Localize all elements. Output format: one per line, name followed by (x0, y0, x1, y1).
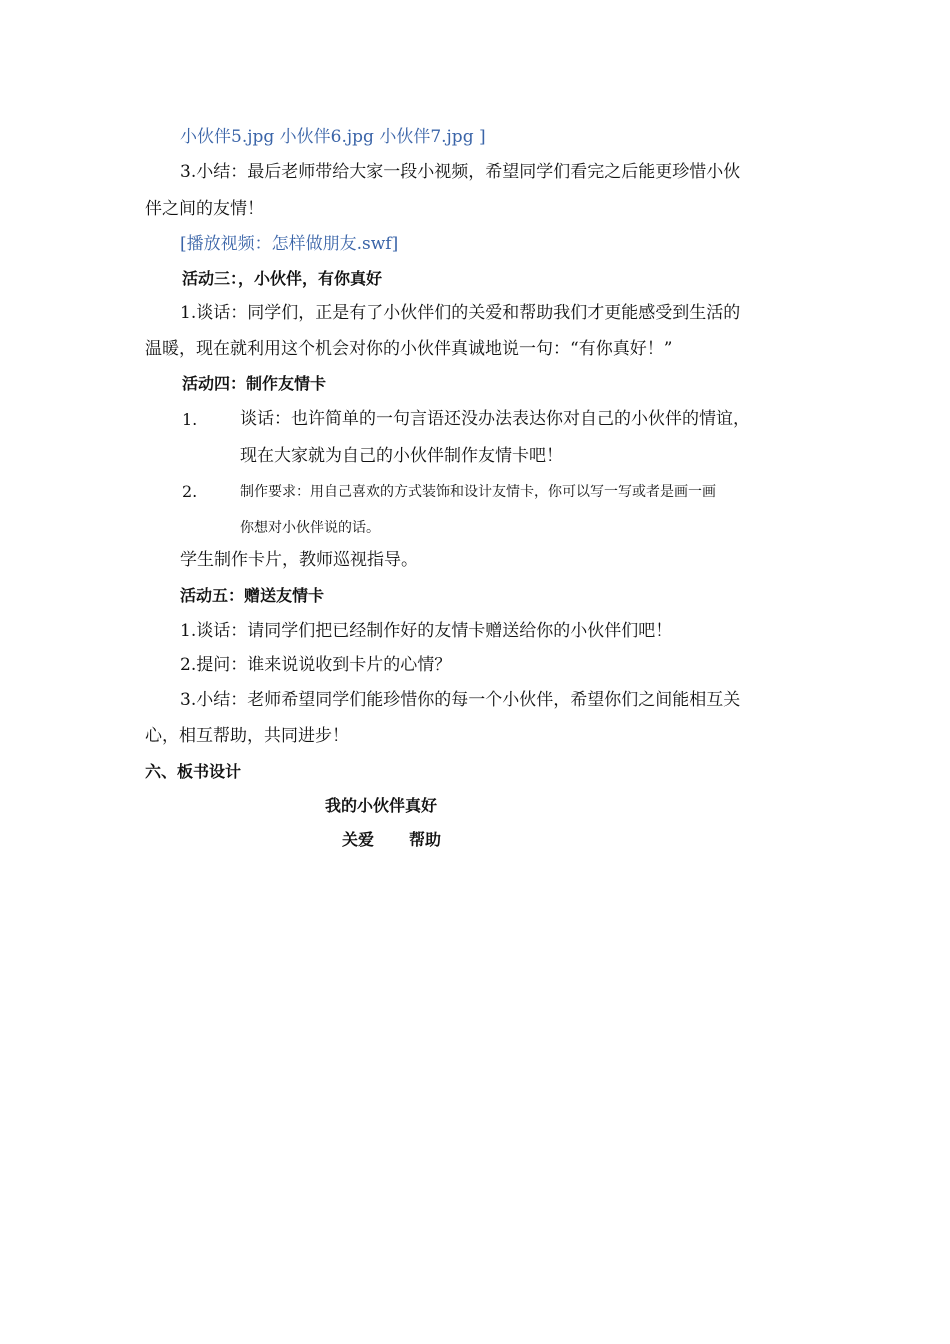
item-2-line-1: 制作要求：用自己喜欢的方式装饰和设计友情卡，你可以写一写或者是画一画 (240, 484, 716, 500)
talk-1-line-2: 温暖，现在就利用这个机会对你的小伙伴真诚地说一句：“有你真好！” (145, 339, 673, 359)
activity-4-heading: 活动四：制作友情卡 (182, 374, 327, 393)
student-activity-line: 学生制作卡片，教师巡视指导。 (180, 550, 418, 570)
list-number-2: 2. (182, 482, 198, 501)
summary-5-3-line-2: 心，相互帮助，共同进步！ (145, 726, 349, 746)
talk-1-line-1: 1.谈话：同学们，正是有了小伙伴们的关爱和帮助我们才更能感受到生活的 (180, 303, 741, 323)
list-number-1: 1. (182, 410, 198, 429)
summary-5-3-line-1: 3.小结：老师希望同学们能珍惜你的每一个小伙伴，希望你们之间能相互关 (180, 690, 741, 710)
item-2-line-2: 你想对小伙伴说的话。 (240, 520, 380, 536)
board-title: 我的小伙伴真好 (325, 796, 438, 815)
section-6-heading: 六、板书设计 (145, 762, 242, 781)
board-word-care: 关爱 (342, 830, 375, 849)
image-files-line: 小伙伴5.jpg 小伙伴6.jpg 小伙伴7.jpg ] (180, 127, 486, 147)
board-word-help: 帮助 (409, 830, 442, 849)
item-1-line-2: 现在大家就为自己的小伙伴制作友情卡吧！ (240, 446, 563, 466)
activity-3-heading: 活动三：，小伙伴，有你真好 (182, 269, 383, 288)
summary-3-line-2: 伴之间的友情！ (145, 199, 264, 219)
talk-5-1-line: 1.谈话：请同学们把已经制作好的友情卡赠送给你的小伙伴们吧！ (180, 621, 673, 641)
activity-5-heading: 活动五：赠送友情卡 (180, 586, 325, 605)
video-line: [播放视频：怎样做朋友.swf] (180, 234, 399, 254)
summary-3-line-1: 3.小结：最后老师带给大家一段小视频，希望同学们看完之后能更珍惜小伙 (180, 162, 741, 182)
item-1-line-1: 谈话：也许简单的一句言语还没办法表达你对自己的小伙伴的情谊， (240, 409, 750, 429)
ask-5-2-line: 2.提问：谁来说说收到卡片的心情？ (180, 655, 452, 675)
